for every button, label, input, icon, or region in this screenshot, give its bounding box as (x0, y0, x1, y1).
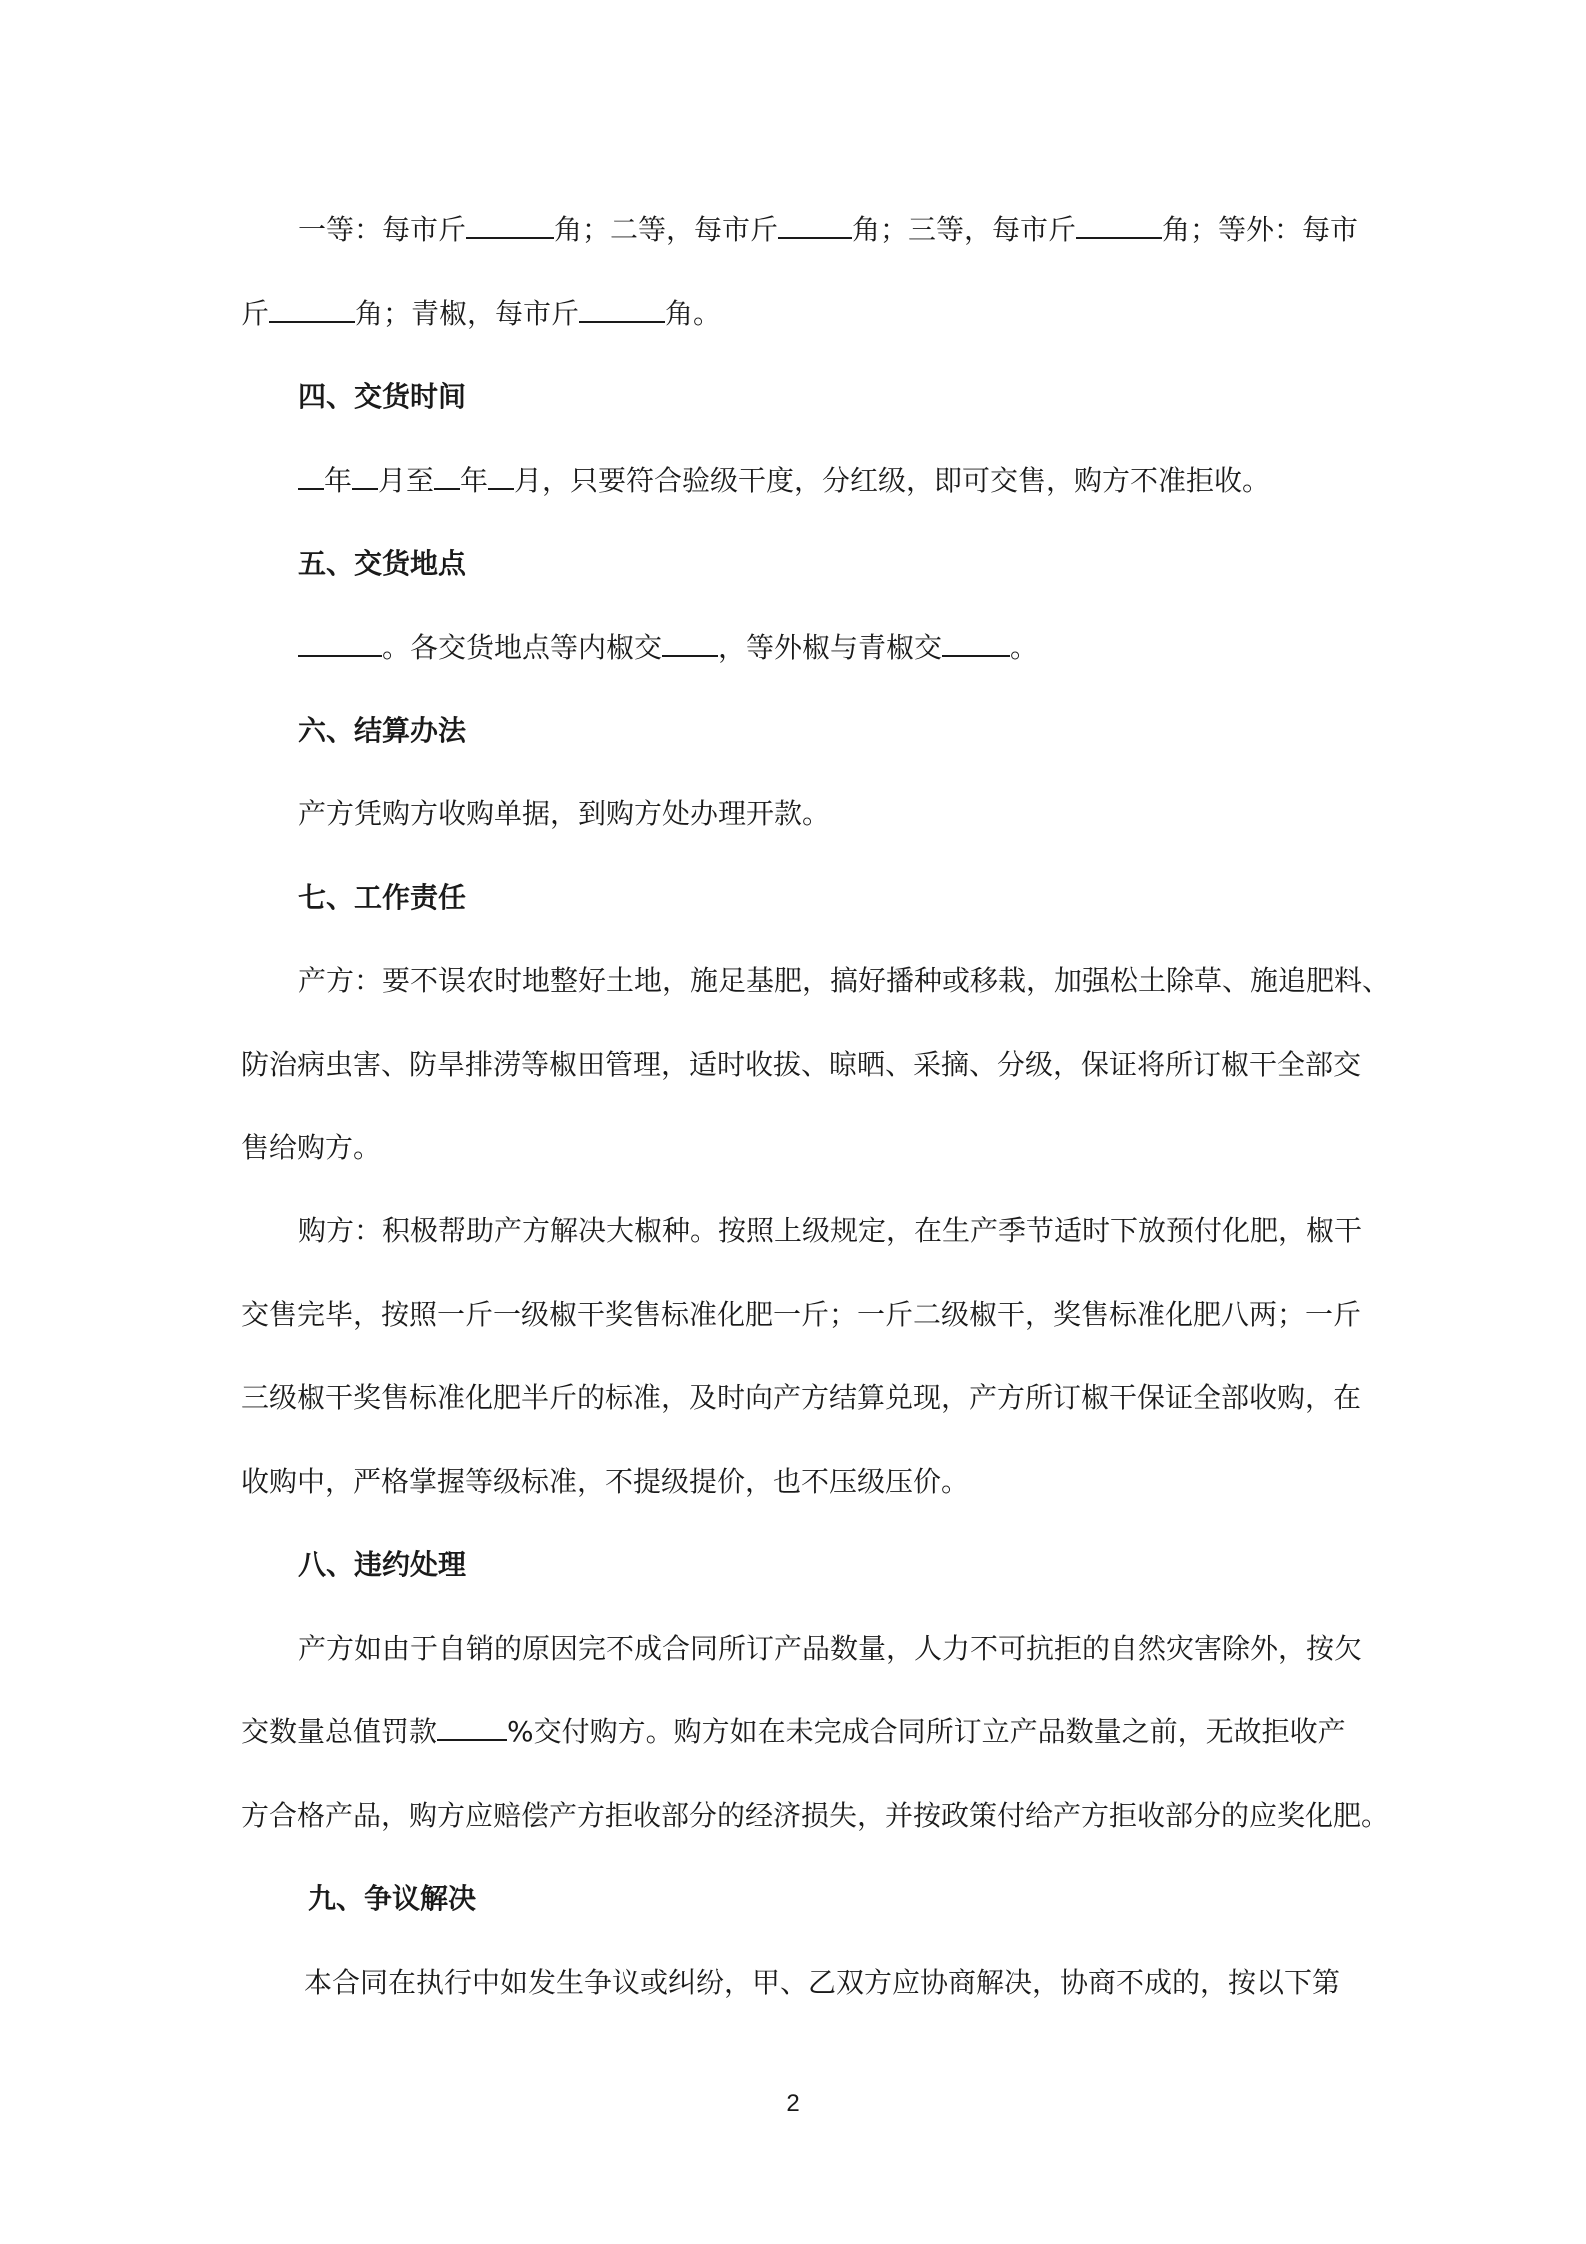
delivery-place-seg3: 。 (1010, 631, 1039, 664)
section-heading-dispute: 九、争议解决 (308, 1882, 477, 1915)
blank-field (579, 297, 665, 323)
penalty-text: %交付购方。购方如在未完成合同所订立产品数量之前，无故拒收产 (507, 1715, 1346, 1748)
breach-line-1: 产方如由于自销的原因完不成合同所订产品数量，人力不可抗拒的自然灾害除外，按欠 (298, 1632, 1363, 1665)
section-heading-breach: 八、违约处理 (298, 1548, 467, 1581)
breach-line-2 (241, 1712, 1361, 1752)
blank-field (437, 1715, 507, 1741)
section-heading-delivery-time: 四、交货时间 (298, 380, 467, 413)
price-grade2-label: 角；二等，每市斤 (554, 213, 779, 246)
producer-duty-line-2: 防治病虫害、防旱排涝等椒田管理，适时收拔、晾晒、采摘、分级，保证将所订椒干全部交 (241, 1048, 1362, 1081)
blank-field (778, 213, 852, 239)
penalty-label: 交数量总值罚款 (241, 1715, 438, 1748)
price-end-text: 角。 (665, 297, 722, 330)
blank-field (434, 464, 460, 490)
delivery-place-seg2: ，等外椒与青椒交 (718, 631, 943, 664)
month-to-label: 月至 (378, 464, 435, 497)
price-green-label: 角；青椒，每市斤 (355, 297, 580, 330)
price-extra-label: 角；等外：每市 (1162, 213, 1359, 246)
price-unit-text: 斤 (241, 297, 270, 330)
producer-duty-line-1: 产方：要不误农时地整好土地，施足基肥，搞好播种或移栽，加强松土除草、施追肥料、 (298, 964, 1391, 997)
year-label: 年 (324, 464, 353, 497)
delivery-place-seg1: 。各交货地点等内椒交 (382, 631, 663, 664)
price-line-2 (241, 294, 1361, 334)
blank-field (466, 213, 554, 239)
delivery-place-text (298, 628, 1418, 668)
price-grade1-label: 一等：每市斤 (298, 213, 467, 246)
breach-line-3: 方合格产品，购方应赔偿产方拒收部分的经济损失，并按政策付给产方拒收部分的应奖化肥。 (241, 1799, 1390, 1832)
blank-field (352, 464, 378, 490)
blank-field (1076, 213, 1162, 239)
blank-field (298, 631, 382, 657)
section-heading-delivery-place: 五、交货地点 (298, 547, 467, 580)
producer-duty-line-3: 售给购方。 (241, 1131, 382, 1164)
blank-field (488, 464, 514, 490)
price-line-1 (298, 210, 1418, 250)
delivery-time-text (298, 461, 1418, 501)
blank-field (298, 464, 324, 490)
delivery-condition-text: 月，只要符合验级干度，分红级，即可交售，购方不准拒收。 (514, 464, 1271, 497)
section-heading-settlement: 六、结算办法 (298, 714, 467, 747)
blank-field (942, 631, 1010, 657)
section-heading-responsibility: 七、工作责任 (298, 881, 467, 914)
buyer-duty-line-4: 收购中，严格掌握等级标准，不提级提价，也不压级压价。 (241, 1465, 970, 1498)
page-number: 2 (786, 2090, 800, 2117)
blank-field (269, 297, 355, 323)
blank-field (662, 631, 718, 657)
dispute-line-1: 本合同在执行中如发生争议或纠纷，甲、乙双方应协商解决，协商不成的，按以下第 (304, 1966, 1341, 1999)
buyer-duty-line-3: 三级椒干奖售标准化肥半斤的标准，及时向产方结算兑现，产方所订椒干保证全部收购，在 (241, 1381, 1362, 1414)
year-label: 年 (460, 464, 489, 497)
buyer-duty-line-2: 交售完毕，按照一斤一级椒干奖售标准化肥一斤；一斤二级椒干，奖售标准化肥八两；一斤 (241, 1298, 1362, 1331)
buyer-duty-line-1: 购方：积极帮助产方解决大椒种。按照上级规定，在生产季节适时下放预付化肥，椒干 (298, 1214, 1363, 1247)
settlement-text: 产方凭购方收购单据，到购方处办理开款。 (298, 797, 831, 830)
price-grade3-label: 角；三等，每市斤 (852, 213, 1077, 246)
